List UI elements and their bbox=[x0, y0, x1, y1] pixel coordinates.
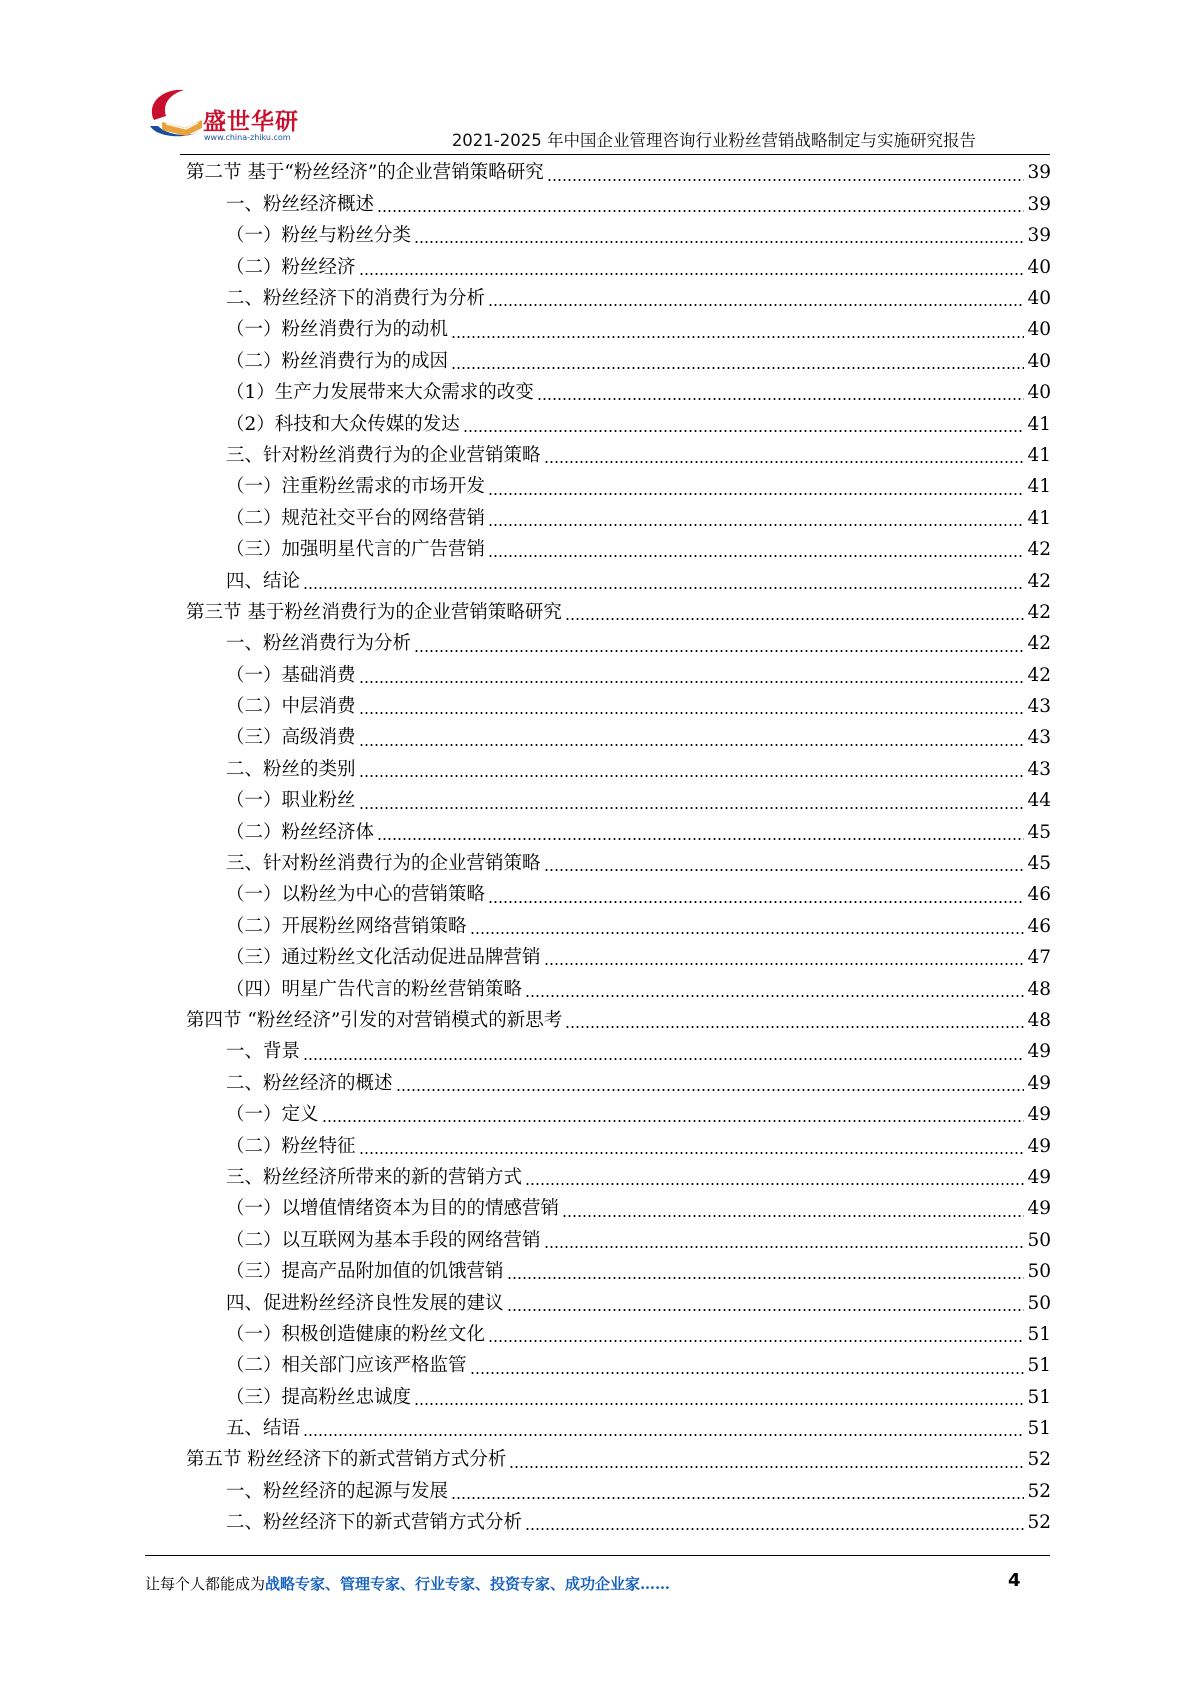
toc-dot-leader bbox=[451, 353, 1024, 371]
toc-entry-page: 51 bbox=[1027, 1355, 1051, 1377]
toc-dot-leader bbox=[565, 1012, 1024, 1030]
toc-entry-label: （二）粉丝特征 bbox=[226, 1135, 356, 1157]
toc-entry-page: 42 bbox=[1027, 633, 1051, 655]
toc-entry-page: 49 bbox=[1027, 1072, 1051, 1094]
toc-entry-page: 52 bbox=[1027, 1512, 1051, 1534]
page-number: 4 bbox=[1008, 1570, 1021, 1591]
toc-entry-label: （一）注重粉丝需求的市场开发 bbox=[226, 476, 486, 498]
toc-entry[interactable] bbox=[186, 911, 1051, 942]
toc-entry-label: 一、粉丝消费行为分析 bbox=[226, 633, 412, 655]
toc-dot-leader bbox=[359, 730, 1025, 748]
toc-entry[interactable] bbox=[186, 974, 1051, 1005]
toc-entry-page: 41 bbox=[1027, 444, 1051, 466]
toc-entry-label: 一、背景 bbox=[226, 1041, 301, 1063]
toc-dot-leader bbox=[544, 1232, 1025, 1250]
toc-dot-leader bbox=[544, 447, 1025, 465]
toc-entry-label: （一）粉丝消费行为的动机 bbox=[226, 319, 449, 341]
toc-entry-page: 40 bbox=[1027, 256, 1051, 278]
toc-entry-label: （1）生产力发展带来大众需求的改变 bbox=[226, 382, 534, 404]
toc-entry-label: （一）以增值情绪资本为目的的情感营销 bbox=[226, 1198, 560, 1220]
toc-entry[interactable] bbox=[186, 786, 1051, 817]
toc-entry[interactable] bbox=[186, 1131, 1051, 1162]
toc-entry-label: （一）职业粉丝 bbox=[226, 790, 356, 812]
toc-entry[interactable] bbox=[186, 754, 1051, 785]
toc-entry[interactable] bbox=[186, 597, 1051, 628]
toc-entry[interactable] bbox=[186, 472, 1051, 503]
footer-divider bbox=[145, 1555, 1050, 1556]
slogan-roles: 战略专家、管理专家、行业专家、投资专家、成功企业家…… bbox=[265, 1575, 671, 1593]
toc-entry-page: 48 bbox=[1027, 1009, 1051, 1031]
toc-dot-leader bbox=[451, 322, 1024, 340]
toc-dot-leader bbox=[359, 793, 1025, 811]
toc-entry-label: 二、粉丝经济的概述 bbox=[226, 1072, 393, 1094]
toc-entry-label: 一、粉丝经济的起源与发展 bbox=[226, 1480, 449, 1502]
toc-entry[interactable] bbox=[186, 158, 1051, 189]
toc-entry[interactable] bbox=[186, 284, 1051, 315]
toc-entry-label: 四、结论 bbox=[226, 570, 301, 592]
footer-slogan bbox=[145, 1573, 670, 1594]
toc-entry-label: （一）以粉丝为中心的营销策略 bbox=[226, 884, 486, 906]
toc-dot-leader bbox=[525, 1169, 1024, 1187]
toc-dot-leader bbox=[488, 541, 1024, 559]
toc-dot-leader bbox=[488, 290, 1024, 308]
toc-dot-leader bbox=[525, 981, 1024, 999]
toc-dot-leader bbox=[525, 1514, 1024, 1532]
toc-entry[interactable] bbox=[186, 660, 1051, 691]
toc-entry-page: 43 bbox=[1027, 696, 1051, 718]
toc-entry-label: 五、结语 bbox=[226, 1418, 301, 1440]
toc-entry[interactable] bbox=[186, 1414, 1051, 1445]
toc-entry-page: 48 bbox=[1027, 978, 1051, 1000]
toc-entry[interactable] bbox=[186, 880, 1051, 911]
toc-entry-label: 二、粉丝的类别 bbox=[226, 758, 356, 780]
toc-entry-page: 52 bbox=[1027, 1449, 1051, 1471]
toc-entry-label: （一）积极创造健康的粉丝文化 bbox=[226, 1323, 486, 1345]
toc-entry[interactable] bbox=[186, 1225, 1051, 1256]
slogan-lead: 让每个人都能成为 bbox=[145, 1575, 266, 1593]
toc-entry[interactable] bbox=[186, 943, 1051, 974]
toc-entry-label: （一）基础消费 bbox=[226, 664, 356, 686]
toc-entry-page: 45 bbox=[1027, 853, 1051, 875]
page-header bbox=[0, 0, 1191, 160]
toc-entry[interactable] bbox=[186, 1445, 1051, 1476]
toc-dot-leader bbox=[377, 824, 1024, 842]
toc-entry-page: 47 bbox=[1027, 947, 1051, 969]
toc-entry[interactable] bbox=[186, 1319, 1051, 1350]
toc-entry-page: 51 bbox=[1027, 1386, 1051, 1408]
toc-entry[interactable] bbox=[186, 1006, 1051, 1037]
toc-entry-page: 39 bbox=[1027, 193, 1051, 215]
toc-entry-page: 40 bbox=[1027, 319, 1051, 341]
toc-entry[interactable] bbox=[186, 1257, 1051, 1288]
toc-entry-label: 第四节 “粉丝经济”引发的对营销模式的新思考 bbox=[186, 1009, 563, 1031]
toc-entry[interactable] bbox=[186, 1508, 1051, 1539]
toc-dot-leader bbox=[463, 416, 1025, 434]
toc-dot-leader bbox=[544, 855, 1025, 873]
toc-entry-page: 45 bbox=[1027, 821, 1051, 843]
toc-entry-page: 42 bbox=[1027, 664, 1051, 686]
toc-entry-page: 41 bbox=[1027, 413, 1051, 435]
toc-entry-label: （二）以互联网为基本手段的网络营销 bbox=[226, 1229, 541, 1251]
toc-dot-leader bbox=[488, 1326, 1024, 1344]
toc-dot-leader bbox=[488, 887, 1024, 905]
toc-entry[interactable] bbox=[186, 1351, 1051, 1382]
toc-dot-leader bbox=[547, 165, 1025, 183]
toc-entry-page: 43 bbox=[1027, 727, 1051, 749]
toc-entry[interactable] bbox=[186, 441, 1051, 472]
toc-entry-label: （二）中层消费 bbox=[226, 696, 356, 718]
table-of-contents bbox=[186, 158, 1051, 1539]
toc-dot-leader bbox=[414, 636, 1024, 654]
toc-entry-label: 三、针对粉丝消费行为的企业营销策略 bbox=[226, 444, 541, 466]
toc-entry-label: 三、针对粉丝消费行为的企业营销策略 bbox=[226, 853, 541, 875]
toc-dot-leader bbox=[509, 1452, 1024, 1470]
toc-entry-page: 50 bbox=[1027, 1292, 1051, 1314]
toc-entry[interactable] bbox=[186, 1476, 1051, 1507]
toc-dot-leader bbox=[488, 510, 1024, 528]
toc-dot-leader bbox=[359, 698, 1025, 716]
toc-entry[interactable] bbox=[186, 252, 1051, 283]
toc-entry[interactable] bbox=[186, 1100, 1051, 1131]
toc-entry[interactable] bbox=[186, 378, 1051, 409]
toc-entry-page: 42 bbox=[1027, 570, 1051, 592]
toc-entry-page: 40 bbox=[1027, 350, 1051, 372]
toc-entry-label: （三）高级消费 bbox=[226, 727, 356, 749]
toc-entry[interactable] bbox=[186, 1382, 1051, 1413]
toc-entry-label: 二、粉丝经济下的新式营销方式分析 bbox=[226, 1512, 523, 1534]
toc-dot-leader bbox=[488, 479, 1024, 497]
toc-entry-page: 50 bbox=[1027, 1261, 1051, 1283]
toc-entry-page: 44 bbox=[1027, 790, 1051, 812]
toc-entry[interactable] bbox=[186, 409, 1051, 440]
toc-dot-leader bbox=[507, 1295, 1025, 1313]
toc-entry[interactable] bbox=[186, 189, 1051, 220]
toc-entry-page: 49 bbox=[1027, 1166, 1051, 1188]
toc-entry-page: 40 bbox=[1027, 288, 1051, 309]
toc-entry-label: （二）相关部门应该严格监管 bbox=[226, 1355, 467, 1377]
toc-dot-leader bbox=[470, 1358, 1025, 1376]
logo-name: 盛世华研 bbox=[203, 109, 299, 135]
toc-entry-label: （三）加强明星代言的广告营销 bbox=[226, 539, 486, 561]
toc-dot-leader bbox=[359, 667, 1025, 685]
toc-entry[interactable] bbox=[186, 221, 1051, 252]
toc-entry-page: 49 bbox=[1027, 1104, 1051, 1126]
toc-dot-leader bbox=[414, 1389, 1024, 1407]
toc-dot-leader bbox=[451, 1483, 1024, 1501]
toc-entry-label: （三）提高产品附加值的饥饿营销 bbox=[226, 1261, 504, 1283]
toc-entry-label: （2）科技和大众传媒的发达 bbox=[226, 413, 460, 435]
toc-entry[interactable] bbox=[186, 849, 1051, 880]
report-title: 2021-2025 年中国企业管理咨询行业粉丝营销战略制定与实施研究报告 bbox=[451, 131, 976, 150]
toc-entry-page: 41 bbox=[1027, 507, 1051, 529]
toc-entry[interactable] bbox=[186, 315, 1051, 346]
toc-entry-page: 43 bbox=[1027, 758, 1051, 780]
toc-entry-page: 51 bbox=[1027, 1323, 1051, 1345]
toc-entry-page: 41 bbox=[1027, 476, 1051, 498]
toc-entry-page: 49 bbox=[1027, 1198, 1051, 1220]
toc-entry-page: 52 bbox=[1027, 1480, 1051, 1502]
toc-entry-label: （二）粉丝消费行为的成因 bbox=[226, 350, 449, 372]
toc-entry-label: 二、粉丝经济下的消费行为分析 bbox=[226, 288, 486, 309]
toc-dot-leader bbox=[562, 1201, 1024, 1219]
toc-entry-label: 第二节 基于“粉丝经济”的企业营销策略研究 bbox=[186, 162, 544, 184]
toc-entry-page: 46 bbox=[1027, 915, 1051, 937]
toc-dot-leader bbox=[414, 227, 1024, 245]
toc-dot-leader bbox=[359, 259, 1025, 277]
toc-entry-label: （一）定义 bbox=[226, 1104, 319, 1126]
toc-dot-leader bbox=[565, 604, 1025, 622]
toc-entry[interactable] bbox=[186, 629, 1051, 660]
toc-dot-leader bbox=[303, 573, 1024, 591]
toc-dot-leader bbox=[303, 1420, 1024, 1438]
toc-entry-page: 49 bbox=[1027, 1135, 1051, 1157]
toc-entry-label: 第五节 粉丝经济下的新式营销方式分析 bbox=[186, 1449, 507, 1471]
toc-entry-label: 四、促进粉丝经济良性发展的建议 bbox=[226, 1292, 504, 1314]
toc-entry-page: 40 bbox=[1027, 382, 1051, 404]
toc-entry-label: 第三节 基于粉丝消费行为的企业营销策略研究 bbox=[186, 601, 562, 623]
toc-entry[interactable] bbox=[186, 817, 1051, 848]
toc-entry-page: 46 bbox=[1027, 884, 1051, 906]
toc-dot-leader bbox=[537, 384, 1025, 402]
toc-dot-leader bbox=[544, 949, 1025, 967]
toc-dot-leader bbox=[359, 1138, 1025, 1156]
toc-dot-leader bbox=[507, 1263, 1025, 1281]
toc-entry-label: （四）明星广告代言的粉丝营销策略 bbox=[226, 978, 523, 1000]
logo-url: www.china-zhiku.com bbox=[204, 133, 291, 142]
toc-entry-page: 42 bbox=[1027, 601, 1051, 623]
toc-entry[interactable] bbox=[186, 1194, 1051, 1225]
toc-entry-page: 49 bbox=[1027, 1041, 1051, 1063]
toc-entry[interactable] bbox=[186, 503, 1051, 534]
toc-entry[interactable] bbox=[186, 1068, 1051, 1099]
toc-entry-label: （二）开展粉丝网络营销策略 bbox=[226, 915, 467, 937]
toc-entry-label: （三）提高粉丝忠诚度 bbox=[226, 1386, 412, 1408]
toc-dot-leader bbox=[322, 1106, 1025, 1124]
toc-entry-page: 50 bbox=[1027, 1229, 1051, 1251]
toc-dot-leader bbox=[396, 1075, 1025, 1093]
toc-entry[interactable] bbox=[186, 346, 1051, 377]
toc-entry[interactable] bbox=[186, 723, 1051, 754]
toc-entry-page: 39 bbox=[1027, 162, 1051, 184]
toc-entry-label: （二）规范社交平台的网络营销 bbox=[226, 507, 486, 529]
toc-dot-leader bbox=[303, 1044, 1024, 1062]
toc-entry-label: （三）通过粉丝文化活动促进品牌营销 bbox=[226, 947, 541, 969]
header-divider bbox=[180, 154, 1050, 155]
toc-entry[interactable] bbox=[186, 692, 1051, 723]
toc-dot-leader bbox=[470, 918, 1025, 936]
toc-dot-leader bbox=[359, 761, 1025, 779]
toc-entry[interactable] bbox=[186, 535, 1051, 566]
toc-entry-page: 39 bbox=[1027, 225, 1051, 247]
toc-entry[interactable] bbox=[186, 1163, 1051, 1194]
toc-entry-label: （二）粉丝经济体 bbox=[226, 821, 375, 843]
toc-dot-leader bbox=[377, 196, 1024, 214]
toc-entry-label: 一、粉丝经济概述 bbox=[226, 193, 375, 215]
toc-entry[interactable] bbox=[186, 1288, 1051, 1319]
toc-entry[interactable] bbox=[186, 566, 1051, 597]
toc-entry-label: 三、粉丝经济所带来的新的营销方式 bbox=[226, 1166, 523, 1188]
toc-entry[interactable] bbox=[186, 1037, 1051, 1068]
toc-entry-label: （一）粉丝与粉丝分类 bbox=[226, 225, 412, 247]
toc-entry-label: （二）粉丝经济 bbox=[226, 256, 356, 278]
toc-entry-page: 42 bbox=[1027, 539, 1051, 561]
toc-entry-page: 51 bbox=[1027, 1418, 1051, 1440]
